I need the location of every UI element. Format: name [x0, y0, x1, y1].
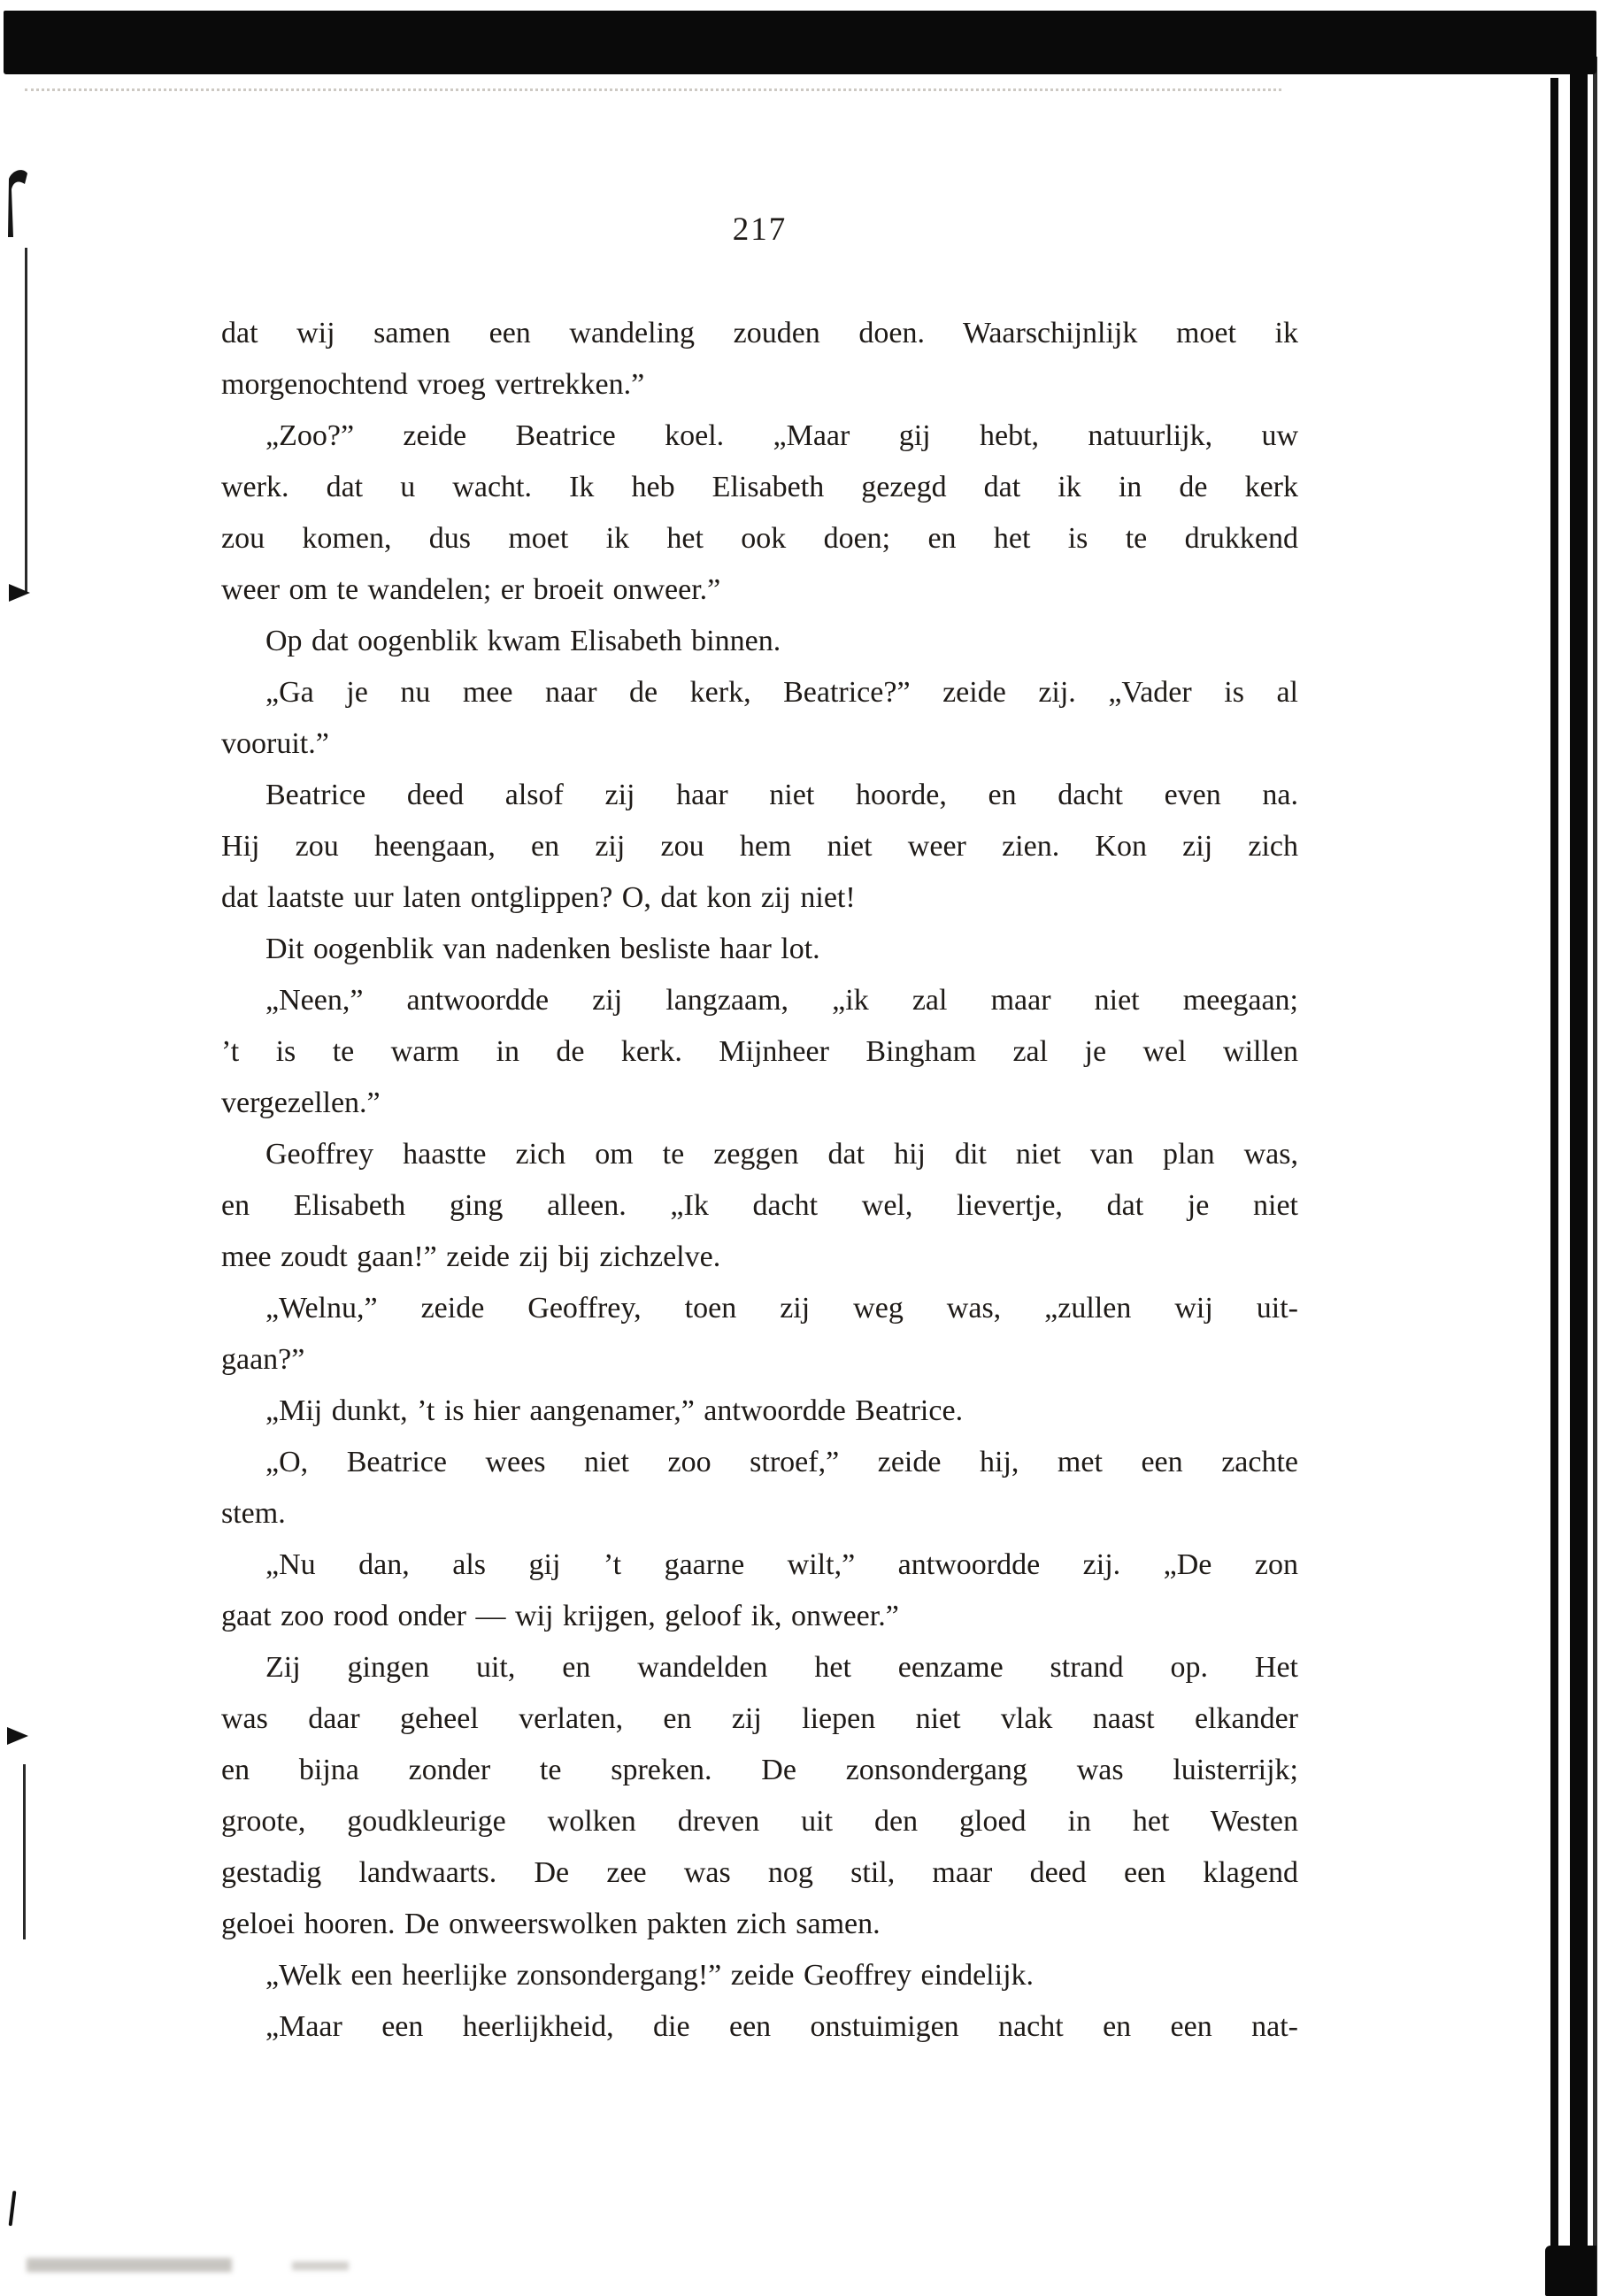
paragraph	[221, 667, 1298, 770]
text-line: Op dat oogenblik kwam Elisabeth binnen.	[265, 625, 781, 657]
text-line: gestadig landwaarts. De zee was nog stil, maar deed een klagend	[221, 1856, 1298, 1889]
margin-annotation-mark	[5, 168, 30, 243]
margin-annotation-line	[23, 1764, 26, 1939]
margin-annotation-mark	[9, 2191, 17, 2226]
text-line: was daar geheel verlaten, en zij liepen niet vlak naast elkander	[221, 1702, 1298, 1735]
paragraph	[221, 308, 1298, 411]
paragraph	[221, 616, 1298, 667]
text-line: dat wij samen een wandeling zouden doen. Waarschijnlijk moet ik	[221, 317, 1298, 349]
text-line: „Maar een heerlijkheid, die een onstuimigen nacht en een nat-	[265, 2010, 1298, 2043]
text-line: „Neen,” antwoordde zij langzaam, „ik zal maar niet meegaan;	[265, 984, 1298, 1017]
text-line: „Nu dan, als gij ’t gaarne wilt,” antwoordde zij. „De zon	[265, 1548, 1298, 1581]
paragraph	[221, 924, 1298, 975]
scan-artifact-smudge	[292, 2261, 349, 2270]
paragraph	[221, 411, 1298, 616]
paragraph	[221, 1283, 1298, 1386]
text-line: mee zoudt gaan!” zeide zij bij zichzelve.	[221, 1240, 721, 1273]
text-line: Zij gingen uit, en wandelden het eenzame strand op. Het	[265, 1651, 1298, 1684]
binding-ink-blob	[1545, 2246, 1596, 2296]
paragraph	[221, 1437, 1298, 1540]
paragraph	[221, 1950, 1298, 2001]
text-line: „Zoo?” zeide Beatrice koel. „Maar gij hebt, natuurlijk, uw	[265, 419, 1298, 452]
paragraph	[221, 1642, 1298, 1950]
text-line: „O, Beatrice wees niet zoo stroef,” zeide hij, met een zachte	[265, 1446, 1298, 1478]
text-line: vergezellen.”	[221, 1087, 381, 1119]
text-line: „Mij dunkt, ’t is hier aangenamer,” antwoordde Beatrice.	[265, 1394, 964, 1427]
text-line: zou komen, dus moet ik het ook doen; en het is te drukkend	[221, 522, 1298, 555]
text-line: Dit oogenblik van nadenken besliste haar lot.	[265, 933, 820, 965]
text-column	[221, 308, 1298, 2053]
text-line: vooruit.”	[221, 727, 329, 760]
page-number: 217	[732, 211, 788, 248]
binding-line	[1550, 78, 1558, 2296]
text-line: dat laatste uur laten ontglippen? O, dat kon zij niet!	[221, 881, 856, 914]
text-line: Geoffrey haastte zich om te zeggen dat hij dit niet van plan was,	[265, 1138, 1298, 1171]
text-line: werk. dat u wacht. Ik heb Elisabeth gezegd dat ik in de kerk	[221, 471, 1298, 503]
binding-line	[1593, 57, 1597, 2296]
paragraph	[221, 975, 1298, 1129]
paragraph	[221, 1386, 1298, 1437]
text-line: „Ga je nu mee naar de kerk, Beatrice?” zeide zij. „Vader is al	[265, 676, 1298, 709]
margin-annotation-mark	[7, 1727, 28, 1745]
text-line: Beatrice deed alsof zij haar niet hoorde, en dacht even na.	[265, 779, 1298, 811]
text-line: ’t is te warm in de kerk. Mijnheer Bingham zal je wel willen	[221, 1035, 1298, 1068]
text-line: en Elisabeth ging alleen. „Ik dacht wel, lievertje, dat je niet	[221, 1189, 1298, 1222]
paragraph	[221, 1129, 1298, 1283]
text-line: „Welk een heerlijke zonsondergang!” zeide Geoffrey eindelijk.	[265, 1959, 1035, 1992]
paragraph	[221, 1540, 1298, 1642]
book-binding-edge	[1543, 0, 1623, 2296]
scan-artifact-smudge	[27, 2258, 232, 2272]
paragraph	[221, 2001, 1298, 2053]
text-line: morgenochtend vroeg vertrekken.”	[221, 368, 645, 401]
scan-artifact-dotted-line	[25, 88, 1281, 91]
text-line: groote, goudkleurige wolken dreven uit den gloed in het Westen	[221, 1805, 1298, 1838]
text-line: geloei hooren. De onweerswolken pakten zich samen.	[221, 1908, 881, 1940]
margin-annotation-line	[25, 248, 27, 593]
text-line: Hij zou heengaan, en zij zou hem niet weer zien. Kon zij zich	[221, 830, 1298, 863]
text-line: gaan?”	[221, 1343, 305, 1376]
text-line: gaat zoo rood onder — wij krijgen, geloof ik, onweer.”	[221, 1600, 899, 1632]
scan-artifact-top-bar	[4, 11, 1596, 74]
binding-line	[1570, 51, 1588, 2296]
text-line: en bijna zonder te spreken. De zonsondergang was luisterrijk;	[221, 1754, 1298, 1786]
text-line: „Welnu,” zeide Geoffrey, toen zij weg was, „zullen wij uit-	[265, 1292, 1298, 1325]
text-line: stem.	[221, 1497, 286, 1530]
paragraph	[221, 770, 1298, 924]
text-line: weer om te wandelen; er broeit onweer.”	[221, 573, 721, 606]
